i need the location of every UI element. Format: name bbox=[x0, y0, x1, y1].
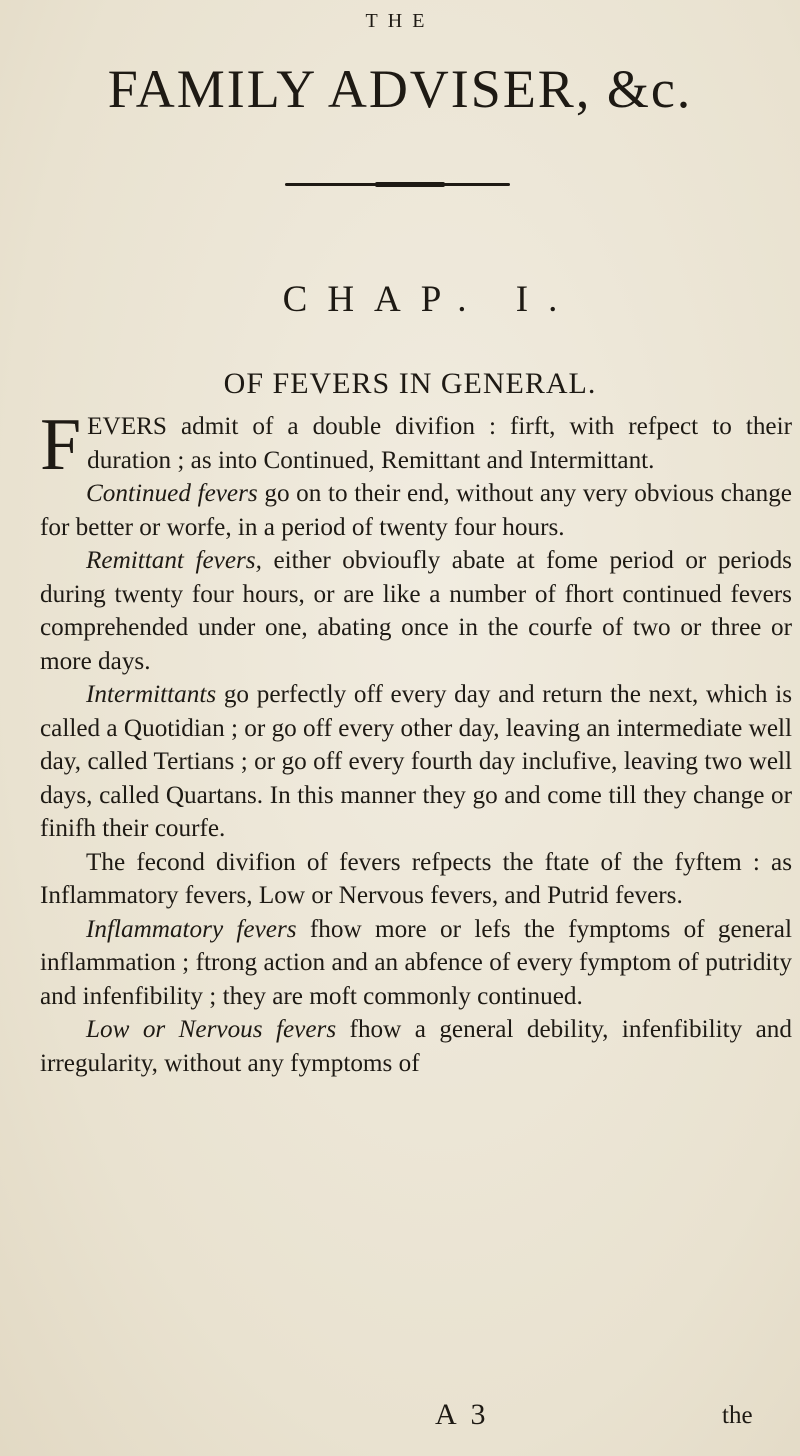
paragraph-6 bbox=[40, 913, 792, 1014]
catchword: the bbox=[722, 1402, 753, 1429]
paragraph-lead: Inflammatory fevers bbox=[86, 915, 297, 943]
paragraph-lead: Low or Nervous fevers bbox=[86, 1016, 337, 1043]
drop-cap: F bbox=[40, 404, 82, 486]
paragraph-7 bbox=[40, 1013, 792, 1080]
paragraph-text: go perfectly off every day and return the next, which is called a Quotidian ; or go off every other day, leaving an intermediate well day, called Tertians ; or go off every fourth day inclufive, leaving two well days, called Quartans. In this manner they go and come till they change or finifh their courfe. bbox=[40, 681, 792, 842]
body-text bbox=[40, 404, 792, 1080]
ornamental-rule bbox=[285, 183, 510, 186]
paragraph-text: fhow more or lefs the fymptoms of general inflammation ; ftrong action and an abfence of every fymptom of putridity and infenfibility ; they are moft commonly continued. bbox=[40, 915, 792, 1010]
paragraph-5 bbox=[40, 846, 792, 913]
paragraph-2 bbox=[40, 477, 792, 544]
paragraph-lead: Continued fevers bbox=[86, 480, 258, 507]
paragraph-text: go on to their end, without any very obvious change for better or worfe, in a period of twenty four hours. bbox=[40, 480, 792, 541]
paragraph-text: The fecond divifion of fevers refpects the ftate of the fyftem : as Inflammatory fevers, Low or Nervous fevers, and Putrid fevers. bbox=[40, 848, 792, 909]
section-heading: OF FEVERS IN GENERAL. bbox=[223, 367, 597, 400]
signature-mark: A 3 bbox=[435, 1398, 490, 1431]
paragraph-lead: Intermittants bbox=[86, 681, 217, 708]
paragraph-text: EVERS admit of a double divifion : firft, with refpect to their duration ; as into Continued, Remittant and Intermittant. bbox=[87, 413, 792, 474]
paragraph-3 bbox=[40, 544, 792, 678]
chapter-label: CHAP. I. bbox=[282, 279, 578, 320]
page-title: FAMILY ADVISER, &c. bbox=[107, 59, 693, 119]
paragraph-1 bbox=[40, 404, 792, 486]
paragraph-text: fhow a general debility, infenfibility and irregularity, without any fymptoms of bbox=[40, 1016, 792, 1077]
paragraph-lead: Remittant fevers, bbox=[86, 547, 262, 574]
running-title-the: THE bbox=[365, 10, 435, 32]
paragraph-4 bbox=[40, 678, 792, 846]
paragraph-text: either obvioufly abate at fome period or periods during twenty four hours, or are like a number of fhort continued fevers comprehended under one, abating once in the courfe of two or three or more days. bbox=[40, 547, 792, 675]
